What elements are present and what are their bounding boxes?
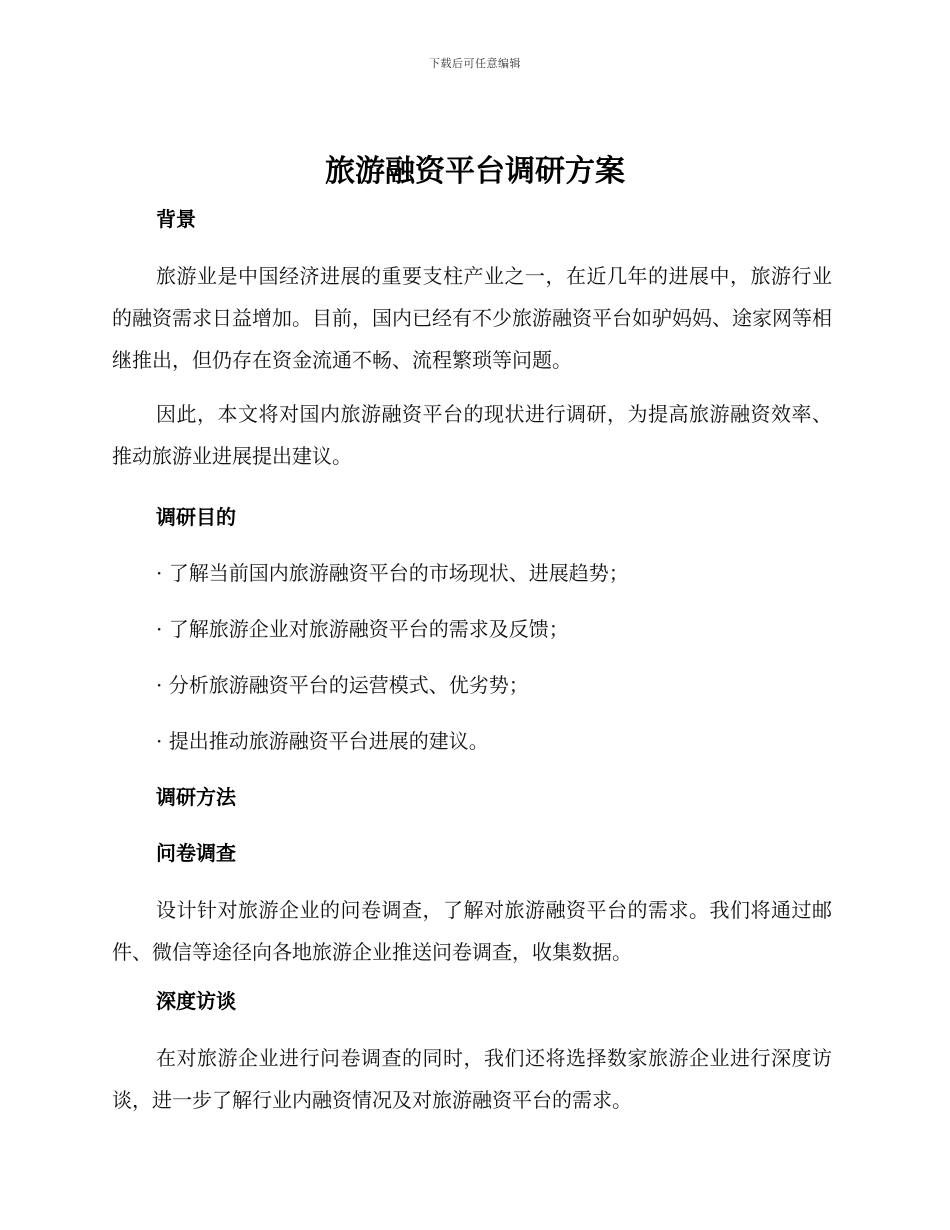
purpose-item: · 分析旅游融资平台的运营模式、优劣势； [156, 673, 529, 697]
header-note: 下载后可任意编辑 [429, 57, 521, 70]
heading-purpose: 调研目的 [156, 505, 236, 529]
background-paragraph-1: 旅游业是中国经济进展的重要支柱产业之一，在近几年的进展中，旅游行业的融资需求日益增加。目前，国内已经有不少旅游融资平台如驴妈妈、途家网等相继推出，但仍存在资金流通不畅、流程繁琐等问题。 [112, 264, 832, 372]
heading-background: 背景 [156, 207, 196, 231]
background-paragraph-2: 因此，本文将对国内旅游融资平台的现状进行调研，为提高旅游融资效率、推动旅游业进展提出建议。 [112, 402, 832, 468]
purpose-item: · 了解旅游企业对旅游融资平台的需求及反馈； [156, 617, 569, 641]
heading-method: 调研方法 [156, 785, 236, 809]
document-title: 旅游融资平台调研方案 [325, 154, 625, 189]
document-body [112, 203, 832, 1121]
purpose-item: · 了解当前国内旅游融资平台的市场现状、进展趋势； [156, 561, 629, 585]
questionnaire-paragraph: 设计针对旅游企业的问卷调查，了解对旅游融资平台的需求。我们将通过邮件、微信等途径向各地旅游企业推送问卷调查，收集数据。 [112, 898, 832, 964]
interview-paragraph: 在对旅游企业进行问卷调查的同时，我们还将选择数家旅游企业进行深度访谈，进一步了解行业内融资情况及对旅游融资平台的需求。 [112, 1046, 832, 1112]
heading-interview: 深度访谈 [156, 989, 236, 1013]
heading-questionnaire: 问卷调查 [156, 841, 236, 865]
purpose-item: · 提出推动旅游融资平台进展的建议。 [156, 729, 489, 753]
